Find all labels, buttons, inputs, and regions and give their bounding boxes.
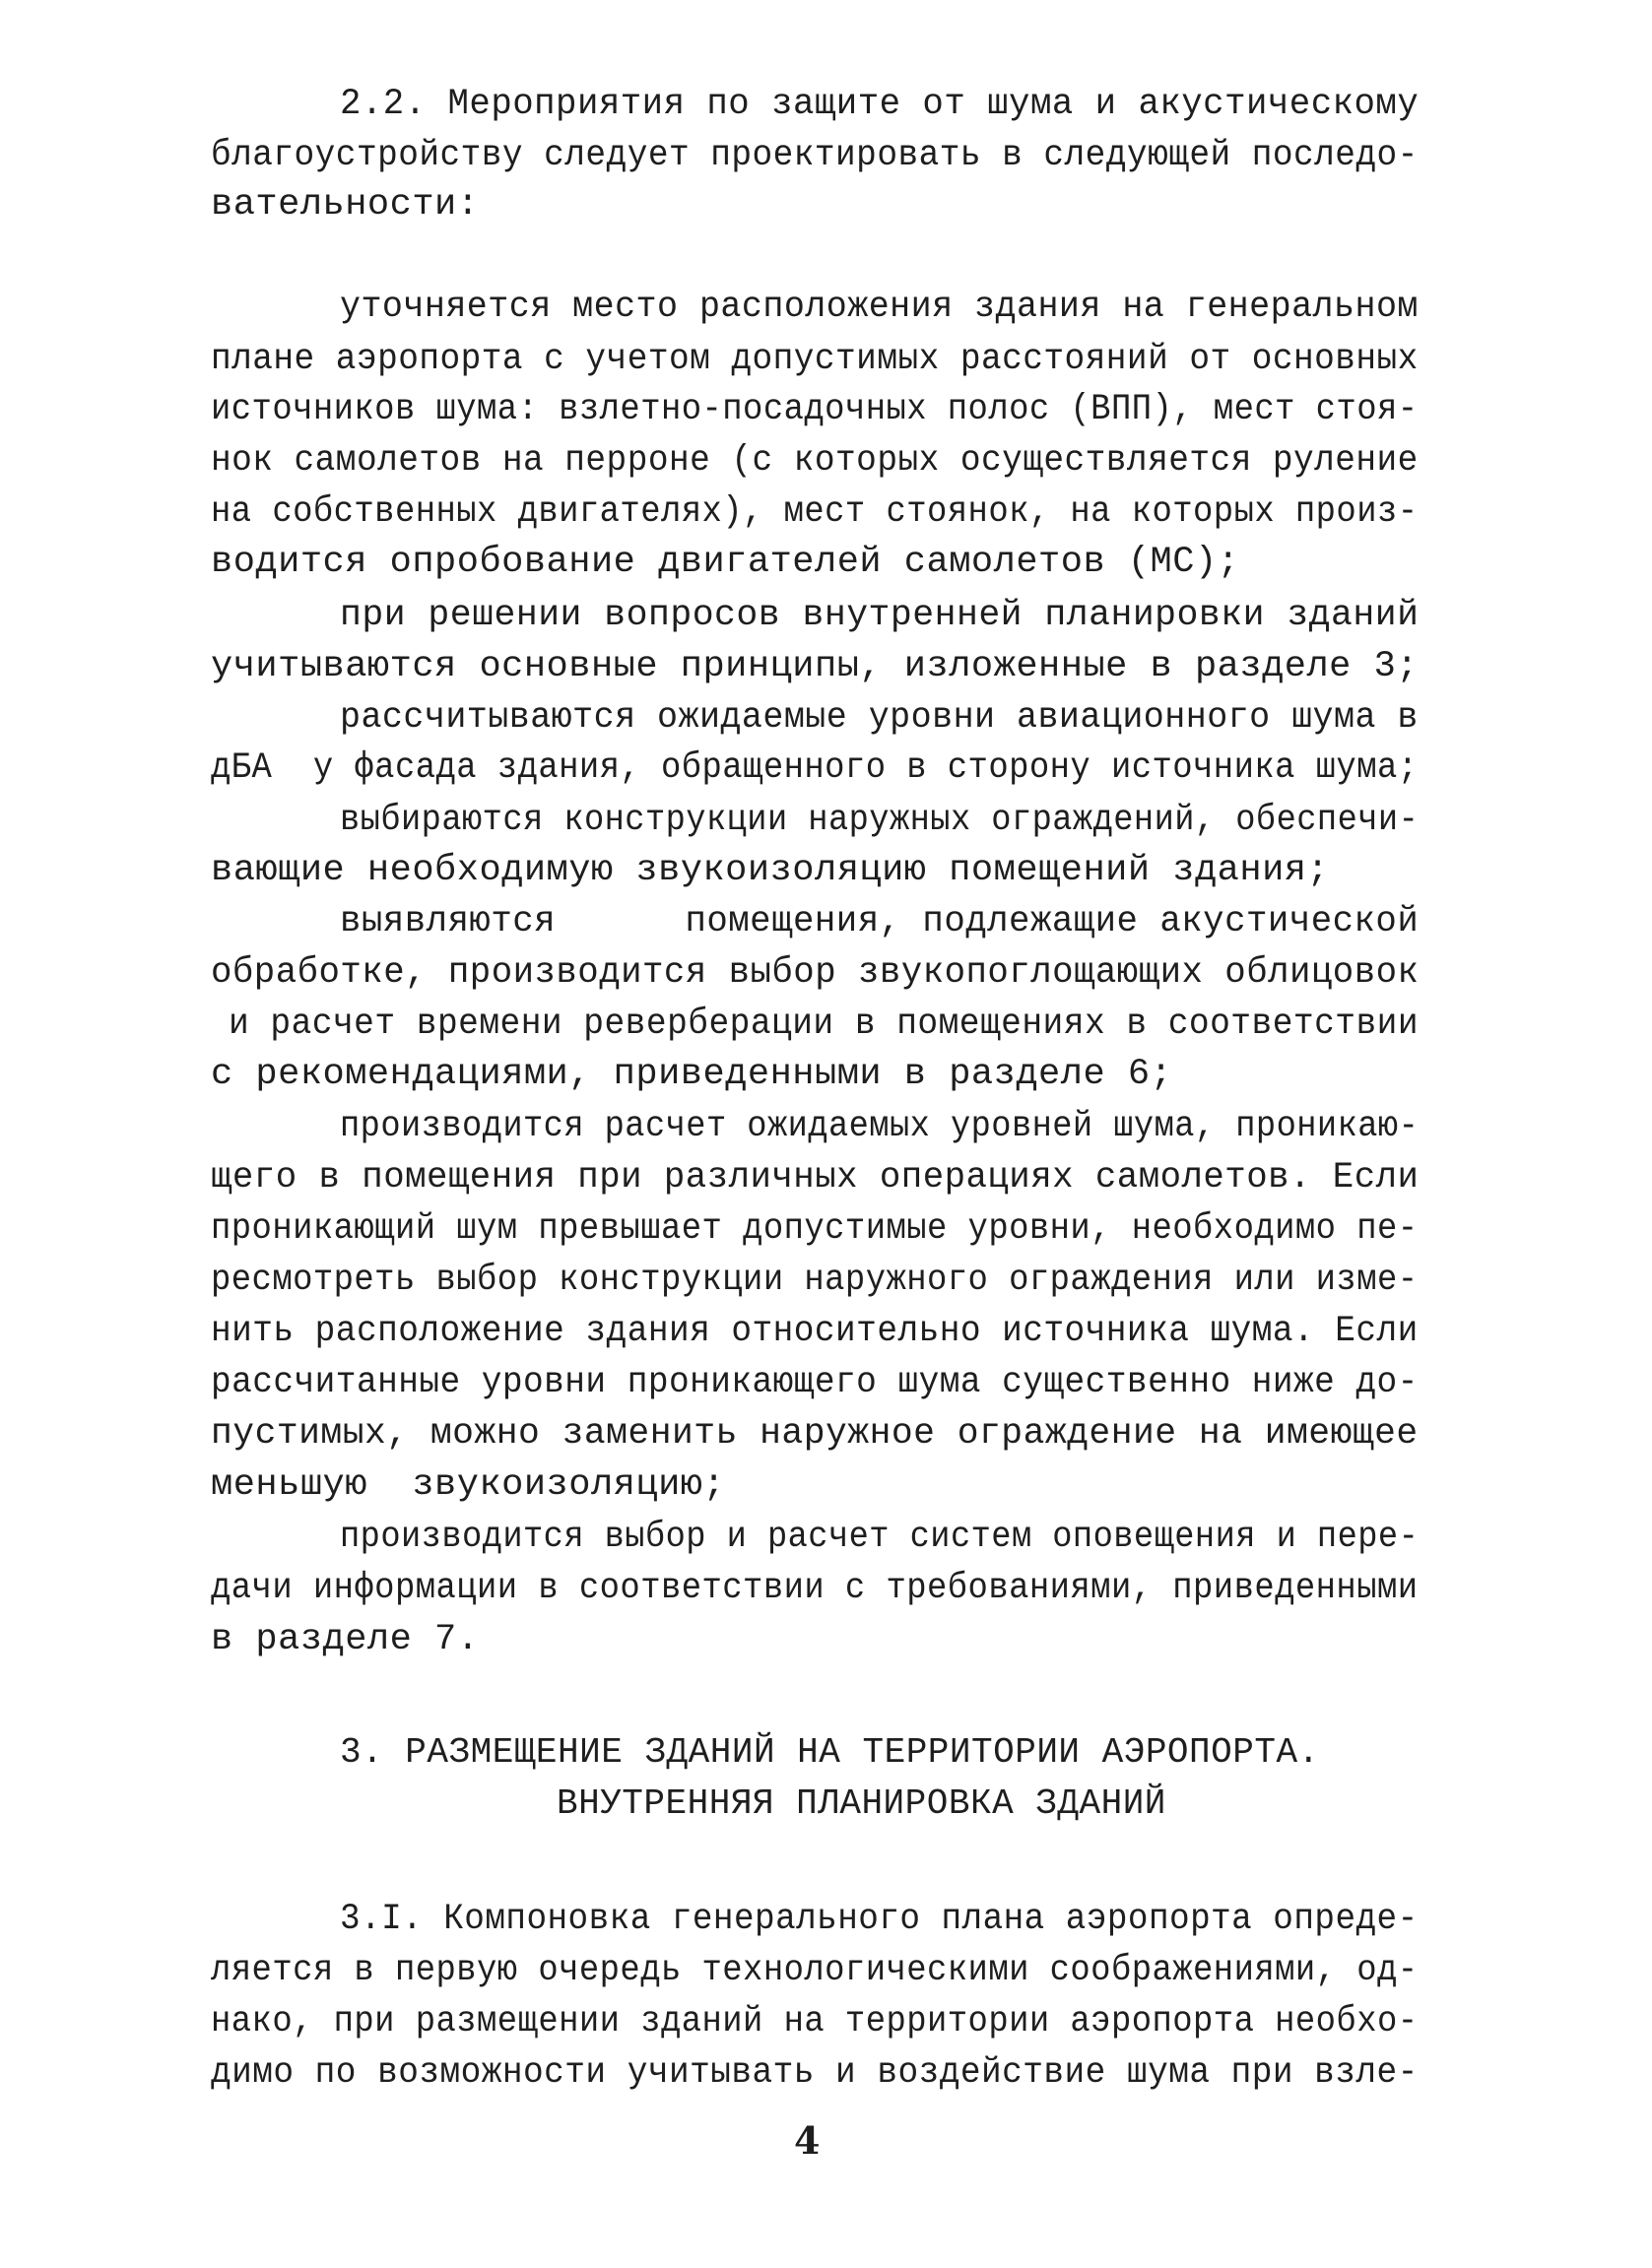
text-line: уточняется место расположения здания на генеральном xyxy=(340,287,1419,328)
text-line: обработке, производится выбор звукопоглощающих облицовок xyxy=(211,952,1420,994)
text-line: с рекомендациями, приведенными в разделе 6; xyxy=(211,1054,1173,1095)
text-line: производится выбор и расчет систем оповещения и пере- xyxy=(340,1517,1420,1558)
text-line: и расчет времени реверберации в помещениях в соответствии xyxy=(229,1004,1420,1045)
text-line: ляется в первую очередь технологическими соображениями, од- xyxy=(211,1950,1419,1991)
text-line: источников шума: взлетно-посадочных полос (ВПП), мест стоя- xyxy=(211,389,1419,430)
text-line: ресмотреть выбор конструкции наружного ограждения или изме- xyxy=(211,1260,1419,1301)
section-heading-line: 3. РАЗМЕЩЕНИЕ ЗДАНИЙ НА ТЕРРИТОРИИ АЭРОПОРТА. xyxy=(340,1732,1320,1773)
text-line: учитываются основные принципы, изложенные в разделе 3; xyxy=(211,646,1419,687)
text-line: при решении вопросов внутренней планировки зданий xyxy=(340,595,1420,636)
text-line: нок самолетов на перроне (с которых осуществляется руление xyxy=(211,440,1419,482)
text-line: выбираются конструкции наружных ограждений, обеспечи- xyxy=(340,800,1420,841)
text-line: на собственных двигателях), мест стоянок, на которых произ- xyxy=(211,491,1419,533)
text-line: меньшую звукоизоляцию; xyxy=(211,1464,726,1506)
text-line: выявляются помещения, подлежащие акустической xyxy=(340,901,1420,942)
text-line: димо по возможности учитывать и воздействие шума при взле- xyxy=(211,2052,1419,2094)
text-line: нить расположение здания относительно источника шума. Если xyxy=(211,1311,1419,1352)
text-line: щего в помещения при различных операциях самолетов. Если xyxy=(211,1157,1420,1199)
text-line: 3.I. Компоновка генерального плана аэропорта опреде- xyxy=(340,1899,1419,1940)
text-line: благоустройству следует проектировать в следующей последо- xyxy=(211,135,1419,176)
text-line: дБА у фасада здания, обращенного в сторону источника шума; xyxy=(211,747,1419,789)
text-line: проникающий шум превышает допустимые уровни, необходимо пе- xyxy=(211,1208,1419,1250)
section-heading-line: ВНУТРЕННЯЯ ПЛАНИРОВКА ЗДАНИЙ xyxy=(557,1783,1166,1824)
text-line: рассчитываются ожидаемые уровни авиационного шума в xyxy=(340,697,1419,739)
text-line: дачи информации в соответствии с требованиями, приведенными xyxy=(211,1568,1419,1609)
text-line: плане аэропорта с учетом допустимых расстояний от основных xyxy=(211,339,1419,380)
page-number: 4 xyxy=(794,2118,821,2163)
text-line: пустимых, можно заменить наружное ограждение на имеющее xyxy=(211,1413,1419,1455)
text-line: вающие необходимую звукоизоляцию помещений здания; xyxy=(211,850,1330,891)
text-line: нако, при размещении зданий на территории аэропорта необхо- xyxy=(211,2001,1419,2042)
text-line: водится опробование двигателей самолетов (МС); xyxy=(211,542,1240,583)
text-line: вательности: xyxy=(211,184,480,226)
text-line: 2.2. Мероприятия по защите от шума и акустическому xyxy=(340,84,1420,125)
text-line: производится расчет ожидаемых уровней шума, проникаю- xyxy=(340,1106,1420,1147)
text-line: в разделе 7. xyxy=(211,1619,480,1660)
text-line: рассчитанные уровни проникающего шума существенно ниже до- xyxy=(211,1362,1419,1403)
